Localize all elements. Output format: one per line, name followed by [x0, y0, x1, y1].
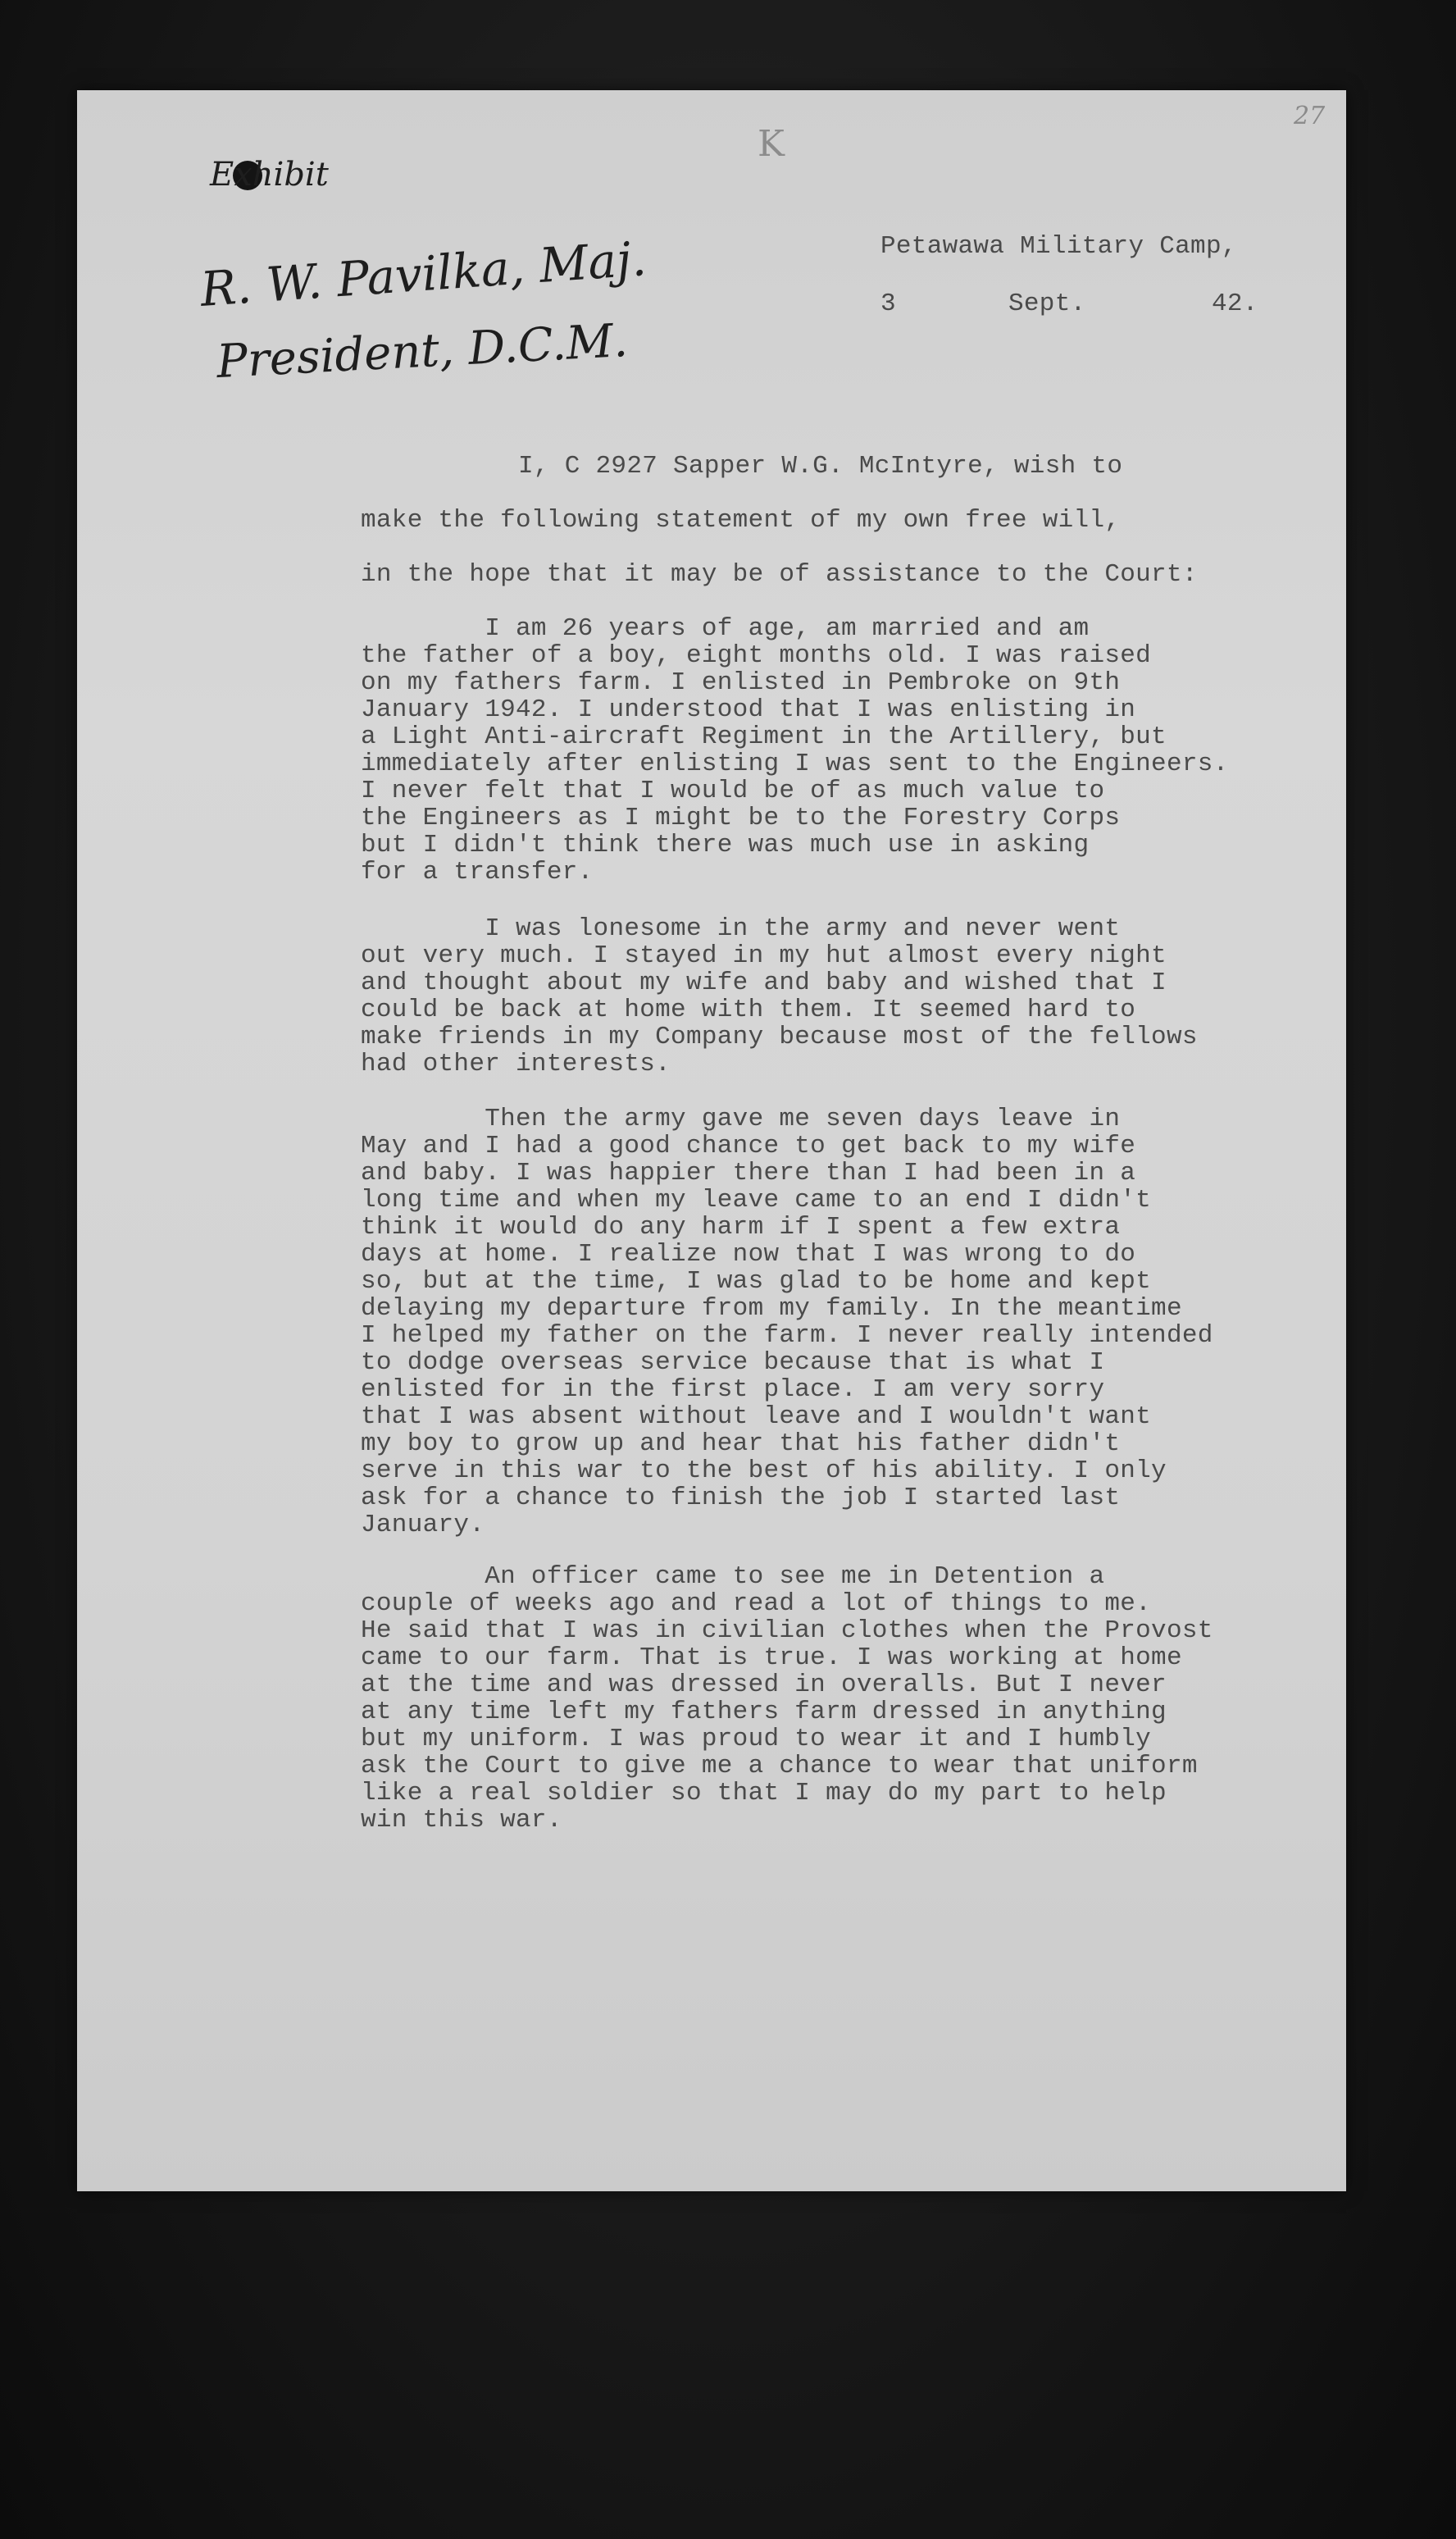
- statement-line: May and I had a good chance to get back to my wife: [361, 1132, 1136, 1160]
- intro-line: in the hope that it may be of assistance to the Court:: [361, 560, 1198, 589]
- signature-title: President, D.C.M.: [215, 313, 630, 390]
- header-location: Petawawa Military Camp,: [880, 232, 1237, 261]
- statement-line: make friends in my Company because most of the fellows: [361, 1023, 1198, 1051]
- header-day: 3: [880, 289, 896, 318]
- statement-line: He said that I was in civilian clothes when the Provost: [361, 1616, 1213, 1645]
- page-number: 27: [1294, 102, 1326, 130]
- statement-paragraph: [361, 915, 1198, 1078]
- statement-line: I helped my father on the farm. I never really intended: [361, 1321, 1213, 1350]
- statement-line: serve in this war to the best of his ability. I only: [361, 1456, 1167, 1485]
- exhibit-annotation: Exhibit: [210, 156, 329, 194]
- pencil-mark: K: [758, 123, 785, 165]
- statement-line: win this war.: [361, 1806, 562, 1835]
- signature: R. W. Pavilka, Maj.: [198, 230, 648, 317]
- statement-line: but I didn't think there was much use in asking: [361, 831, 1090, 859]
- statement-line: think it would do any harm if I spent a few extra: [361, 1213, 1121, 1242]
- statement-line: could be back at home with them. It seemed hard to: [361, 996, 1136, 1024]
- statement-line: enlisted for in the first place. I am very sorry: [361, 1375, 1105, 1404]
- statement-line: the father of a boy, eight months old. I was raised: [361, 641, 1152, 670]
- statement-line: days at home. I realize now that I was wrong to do: [361, 1240, 1136, 1269]
- statement-line: that I was absent without leave and I wouldn't want: [361, 1402, 1152, 1431]
- intro-line: I, C 2927 Sapper W.G. McIntyre, wish to: [518, 452, 1123, 481]
- statement-paragraph: [361, 615, 1229, 886]
- statement-line: my boy to grow up and hear that his father didn't: [361, 1429, 1121, 1458]
- statement-line: January.: [361, 1511, 485, 1539]
- statement-line: but my uniform. I was proud to wear it and I humbly: [361, 1725, 1152, 1753]
- statement-line: so, but at the time, I was glad to be home and kept: [361, 1267, 1152, 1296]
- statement-line: ask for a chance to finish the job I started last: [361, 1484, 1121, 1512]
- header-month: Sept.: [1008, 289, 1086, 318]
- header-year: 42.: [1212, 289, 1258, 318]
- statement-line: a Light Anti-aircraft Regiment in the Artillery, but: [361, 722, 1167, 751]
- statement-line: I am 26 years of age, am married and am: [361, 614, 1090, 643]
- statement-line: out very much. I stayed in my hut almost every night: [361, 941, 1167, 970]
- statement-line: ask the Court to give me a chance to wear that uniform: [361, 1752, 1198, 1780]
- statement-line: at the time and was dressed in overalls. But I never: [361, 1671, 1167, 1699]
- statement-line: delaying my departure from my family. In the meantime: [361, 1294, 1182, 1323]
- statement-line: on my fathers farm. I enlisted in Pembroke on 9th: [361, 668, 1121, 697]
- statement-line: at any time left my fathers farm dressed in anything: [361, 1698, 1167, 1726]
- statement-paragraph: [361, 1105, 1213, 1538]
- statement-line: like a real soldier so that I may do my part to help: [361, 1779, 1167, 1807]
- statement-line: Then the army gave me seven days leave in: [361, 1105, 1121, 1133]
- statement-line: An officer came to see me in Detention a: [361, 1562, 1105, 1591]
- document-page: [77, 90, 1346, 2191]
- statement-line: had other interests.: [361, 1050, 671, 1078]
- statement-line: I never felt that I would be of as much value to: [361, 777, 1105, 805]
- statement-line: for a transfer.: [361, 858, 594, 887]
- statement-line: January 1942. I understood that I was enlisting in: [361, 695, 1136, 724]
- statement-line: came to our farm. That is true. I was working at home: [361, 1643, 1182, 1672]
- intro-line: make the following statement of my own free will,: [361, 506, 1121, 535]
- statement-line: and baby. I was happier there than I had been in a: [361, 1159, 1136, 1187]
- statement-paragraph: [361, 1563, 1213, 1834]
- statement-line: long time and when my leave came to an end I didn't: [361, 1186, 1152, 1215]
- statement-line: couple of weeks ago and read a lot of things to me.: [361, 1589, 1152, 1618]
- statement-line: to dodge overseas service because that is what I: [361, 1348, 1105, 1377]
- statement-line: and thought about my wife and baby and wished that I: [361, 969, 1167, 997]
- statement-line: I was lonesome in the army and never went: [361, 914, 1121, 943]
- statement-line: the Engineers as I might be to the Forestry Corps: [361, 804, 1121, 832]
- statement-line: immediately after enlisting I was sent to the Engineers.: [361, 750, 1229, 778]
